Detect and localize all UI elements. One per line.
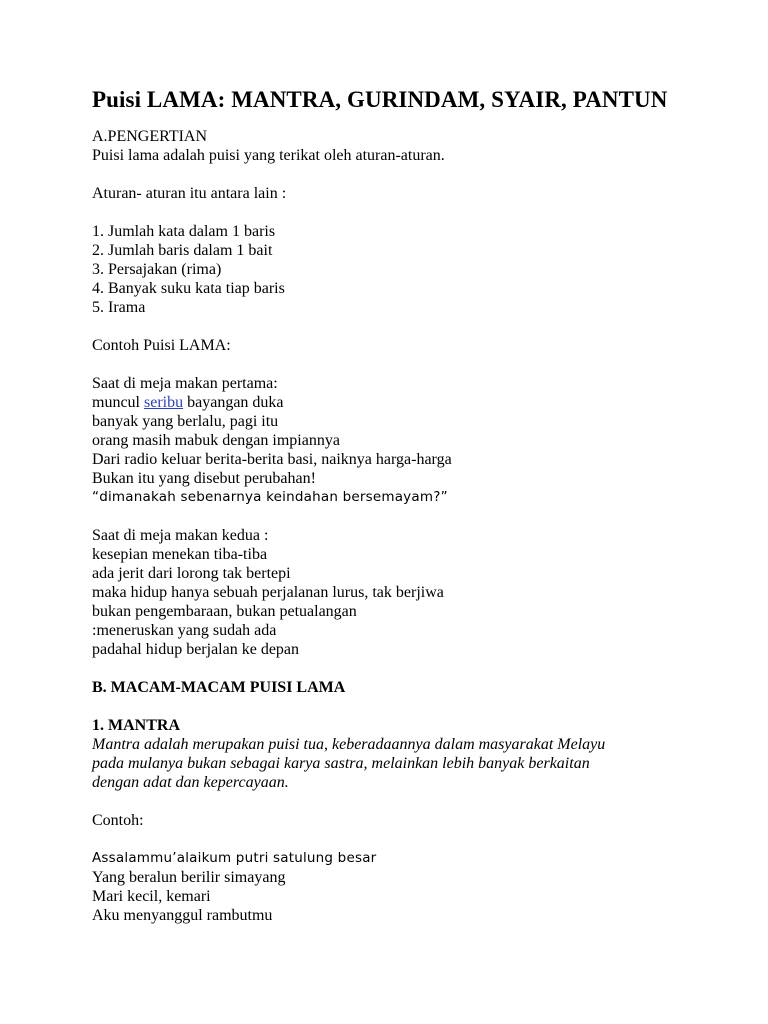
spacer <box>92 659 732 678</box>
spacer <box>92 507 732 526</box>
poem-line: Saat di meja makan kedua : <box>92 527 269 544</box>
poem-line: Bukan itu yang disebut perubahan! <box>92 470 316 487</box>
section-b-heading: B. MACAM-MACAM PUISI LAMA <box>92 679 346 696</box>
poem-line: banyak yang berlalu, pagi itu <box>92 413 279 430</box>
poem-line: Dari radio keluar berita-berita basi, naiknya harga-harga <box>92 451 452 468</box>
list-item: 1. Jumlah kata dalam 1 baris <box>92 223 276 240</box>
spacer <box>92 355 732 374</box>
spacer <box>92 317 732 336</box>
poem-line: Saat di meja makan pertama: <box>92 375 278 392</box>
poem-line: bukan pengembaraan, bukan petualangan <box>92 603 357 620</box>
spacer <box>92 830 732 849</box>
poem-line <box>92 393 732 412</box>
list-item: 5. Irama <box>92 299 146 316</box>
poem-line: Yang beralun berilir simayang <box>92 869 286 886</box>
spacer <box>92 165 732 184</box>
poem-line: padahal hidup berjalan ke depan <box>92 641 300 658</box>
rules-intro: Aturan- aturan itu antara lain : <box>92 185 287 202</box>
rules-list <box>92 222 732 317</box>
document-page <box>92 84 732 925</box>
example-heading: Contoh Puisi LAMA: <box>92 337 231 354</box>
poem-line: :meneruskan yang sudah ada <box>92 622 277 639</box>
spacer <box>92 203 732 222</box>
poem-line: maka hidup hanya sebuah perjalanan lurus, tak berjiwa <box>92 584 444 601</box>
mantra-description <box>92 735 732 792</box>
example-label: Contoh: <box>92 812 144 829</box>
poem-line-text: bayangan duka <box>183 394 284 411</box>
description-line: pada mulanya bukan sebagai karya sastra, melainkan lebih banyak berkaitan <box>92 755 590 772</box>
poem-line: ada jerit dari lorong tak bertepi <box>92 565 291 582</box>
description-line: dengan adat dan kepercayaan. <box>92 774 289 791</box>
poem-line: orang masih mabuk dengan impiannya <box>92 432 340 449</box>
document-title: Puisi LAMA: MANTRA, GURINDAM, SYAIR, PANTUN <box>92 87 668 112</box>
mantra-example <box>92 849 732 925</box>
list-item: 4. Banyak suku kata tiap baris <box>92 280 285 297</box>
list-item: 3. Persajakan (rima) <box>92 261 222 278</box>
poem-stanza-1 <box>92 374 732 507</box>
poem-line: Assalammu’alaikum putri satulung besar <box>92 850 377 866</box>
spacer <box>92 792 732 811</box>
description-line: Mantra adalah merupakan puisi tua, keberadaannya dalam masyarakat Melayu <box>92 736 606 753</box>
poem-stanza-2 <box>92 526 732 659</box>
spacer <box>92 697 732 716</box>
seribu-link[interactable]: seribu <box>144 394 184 411</box>
poem-line: Mari kecil, kemari <box>92 888 211 905</box>
poem-line: kesepian menekan tiba-tiba <box>92 546 268 563</box>
poem-line: Aku menyanggul rambutmu <box>92 907 273 924</box>
poem-line-text: muncul <box>92 394 144 411</box>
list-item: 2. Jumlah baris dalam 1 bait <box>92 242 273 259</box>
poem-line: “dimanakah sebenarnya keindahan bersemayam?” <box>92 489 448 505</box>
definition-text: Puisi lama adalah puisi yang terikat oleh aturan-aturan. <box>92 147 445 164</box>
section-a-heading: A.PENGERTIAN <box>92 128 208 145</box>
mantra-heading: 1. MANTRA <box>92 717 180 734</box>
